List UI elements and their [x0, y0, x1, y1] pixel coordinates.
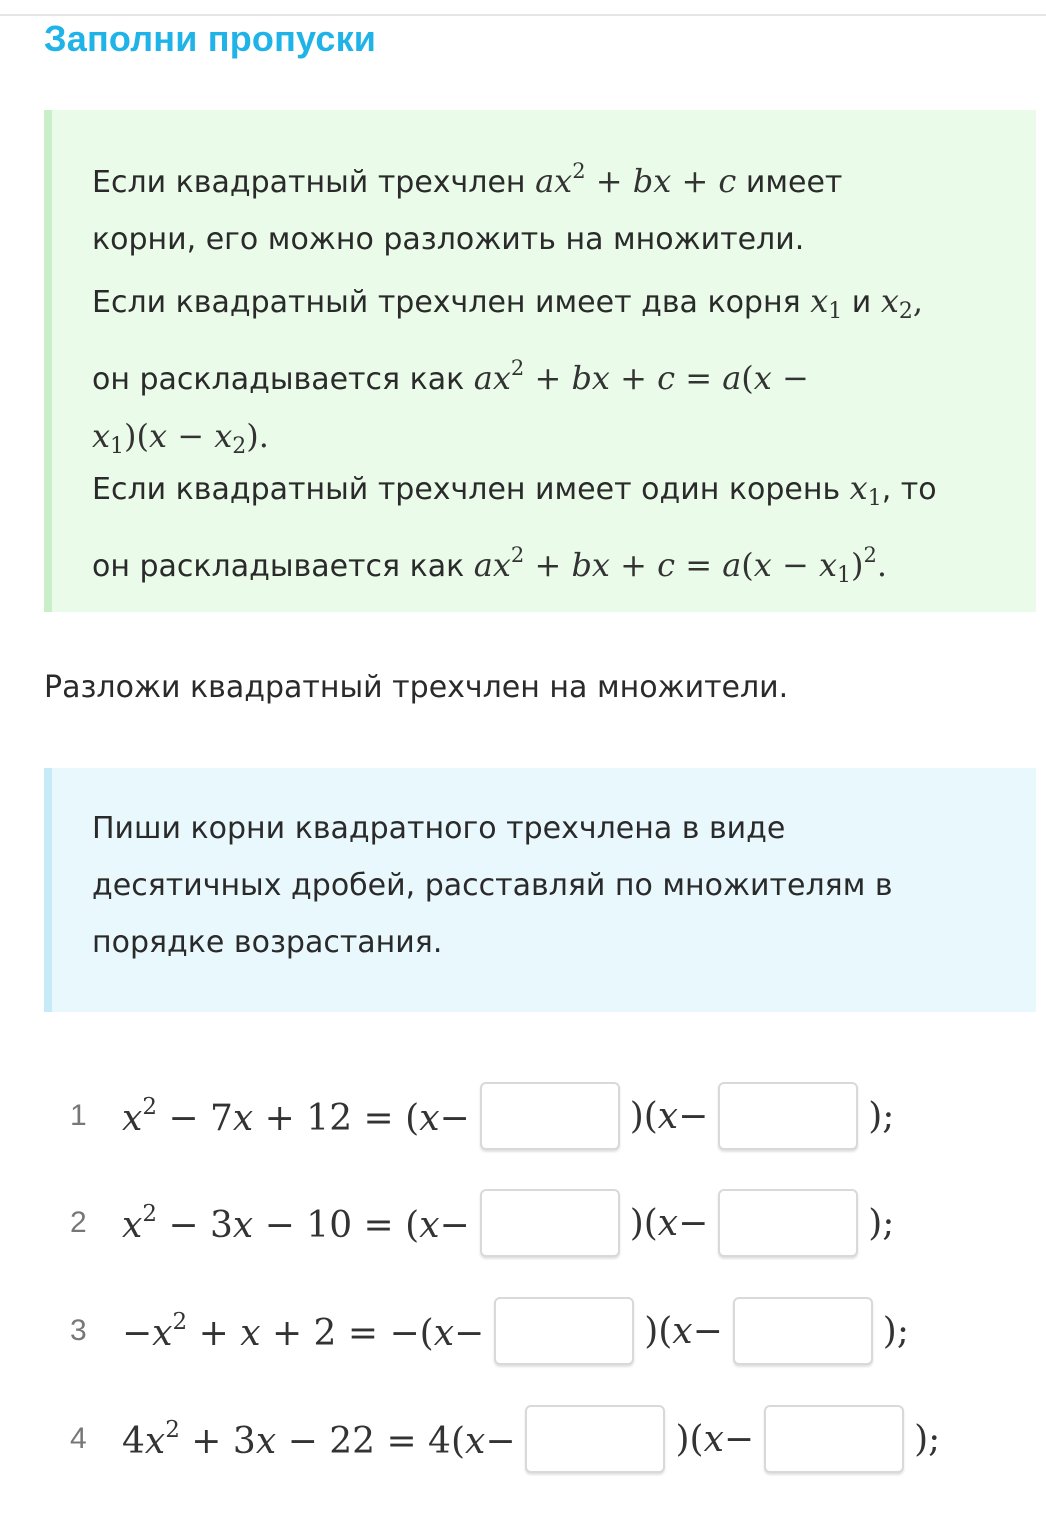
answer-input[interactable]	[718, 1189, 858, 1257]
exercise-number: 2	[70, 1206, 87, 1239]
exercise-equation: $x^2 - 7x + 12 = (x-$	[122, 1093, 470, 1139]
exercise-row: 1 $x^2 - 7x + 12 = (x-$ )(x− );	[70, 1080, 894, 1152]
exercise-number: 3	[70, 1314, 87, 1347]
theory-card	[44, 110, 1036, 612]
exercise-row: 2 $x^2 - 3x - 10 = (x-$ )(x− );	[70, 1187, 894, 1259]
answer-input[interactable]	[480, 1082, 620, 1150]
exercise-number: 4	[70, 1422, 87, 1455]
hint-card	[44, 768, 1036, 1012]
top-divider	[0, 14, 1046, 16]
hint-text: Пиши корни квадратного трехчлена в виде десятичных дробей, расставляй по множителям в порядке возрастания.	[92, 811, 893, 960]
formula-one-root: $ax^2$ + bx + $c = a(x - x_1)^2$.	[473, 543, 888, 588]
answer-input[interactable]	[494, 1297, 634, 1365]
page-title: Заполни пропуски	[44, 18, 377, 59]
exercise-row: 4 $4x^2 + 3x - 22 = 4(x-$ )(x− );	[70, 1403, 940, 1475]
answer-input[interactable]	[480, 1189, 620, 1257]
theory-paragraph-1: Если квадратный трехчлен $ax^2$ + bx + c имеет корни, его можно разложить на множители.	[92, 159, 843, 257]
answer-input[interactable]	[764, 1405, 904, 1473]
task-instruction: Разложи квадратный трехчлен на множители.	[44, 670, 789, 705]
answer-input[interactable]	[733, 1297, 873, 1365]
exercise-equation: $4x^2 + 3x - 22 = 4(x-$	[122, 1416, 516, 1462]
formula-two-roots: $ax^2$ + bx + c = a(x − $x_1)(x - x_2)$.	[92, 356, 809, 459]
answer-input[interactable]	[718, 1082, 858, 1150]
theory-paragraph-2: Если квадратный трехчлен имеет два корня $x_1$ и $x_2$, он раскладывается как $ax^2$ + bx + c = a(x − $x_1)(x - x_2)$.	[92, 282, 924, 459]
answer-input[interactable]	[525, 1405, 665, 1473]
formula-trinomial: $ax^2$ + bx + c	[535, 159, 737, 200]
theory-paragraph-3: Если квадратный трехчлен имеет один корень $x_1$, то он раскладывается как $ax^2$ + bx + $c = a(x - x_1)^2$.	[92, 469, 937, 588]
exercise-row: 3 $-x^2 + x + 2 = -(x-$ )(x− );	[70, 1295, 909, 1367]
exercise-number: 1	[70, 1099, 87, 1132]
exercise-equation: $-x^2 + x + 2 = -(x-$	[122, 1308, 485, 1354]
exercise-equation: $x^2 - 3x - 10 = (x-$	[122, 1200, 470, 1246]
